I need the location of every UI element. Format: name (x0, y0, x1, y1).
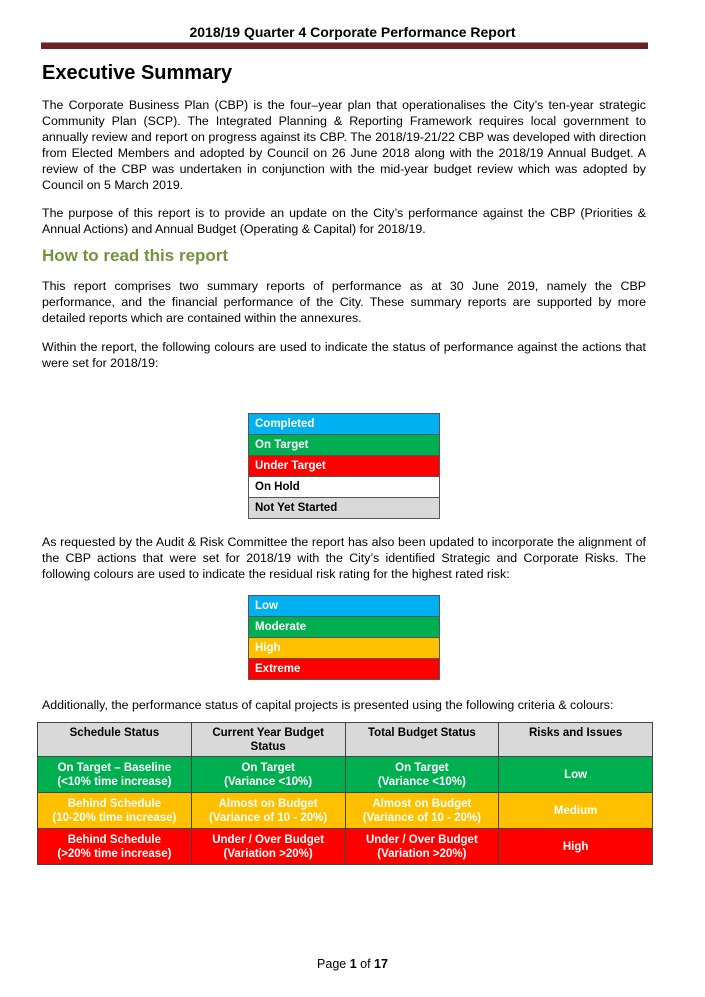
risk-legend-item-low: Low (249, 596, 439, 617)
cell-line: Almost on Budget (372, 797, 472, 810)
table-cell (345, 757, 499, 793)
risk-legend-item-high: High (249, 638, 439, 659)
current-page: 1 (349, 957, 357, 971)
status-legend-item-on-target: On Target (249, 435, 439, 456)
table-row (38, 757, 653, 793)
cell-line: Behind Schedule (67, 833, 162, 846)
cell-line: Behind Schedule (67, 797, 162, 810)
cell-line: On Target (241, 761, 295, 774)
table-cell (38, 793, 192, 829)
page-number (0, 957, 705, 971)
table-cell (345, 793, 499, 829)
header-total-budget-status: Total Budget Status (345, 723, 499, 757)
risk-alignment-paragraph: As requested by the Audit & Risk Committee the report has also been updated to incorporate the alignment of the CBP actions that were set for 2018/19 with the City’s identified Strategic and Corporate Risks. The following colours are used to indicate the residual risk rating for the highest rated risk: (42, 535, 646, 581)
table-cell (499, 829, 653, 865)
risk-legend-item-extreme: Extreme (249, 659, 439, 679)
status-legend-item-on-hold: On Hold (249, 477, 439, 498)
cell-line: Almost on Budget (218, 797, 318, 810)
risk-legend (248, 595, 440, 680)
cell-line: (Variance of 10 - 20%) (209, 811, 328, 824)
table-cell (345, 829, 499, 865)
cell-line: (Variance <10%) (377, 775, 466, 788)
table-cell (191, 793, 345, 829)
cell-line: (>20% time increase) (57, 847, 172, 860)
capital-projects-criteria-table (37, 722, 653, 865)
header-current-year-budget-status: Current Year Budget Status (191, 723, 345, 757)
page-prefix: Page (317, 957, 350, 971)
cell-line: (Variation >20%) (223, 847, 313, 860)
header-risks-and-issues: Risks and Issues (499, 723, 653, 757)
total-pages: 17 (374, 957, 388, 971)
cell-line: On Target – Baseline (57, 761, 172, 774)
table-cell (499, 793, 653, 829)
summary-reports-paragraph: This report comprises two summary reports of performance as at 30 June 2019, namely the CBP performance, and the financial performance of the City. These summary reports are supported by more detailed reports which are contained within the annexures. (42, 279, 646, 325)
how-to-read-heading: How to read this report (42, 246, 229, 265)
table-header-row (38, 723, 653, 757)
status-legend (248, 413, 440, 519)
report-header-title: 2018/19 Quarter 4 Corporate Performance Report (189, 24, 516, 40)
status-legend-item-under-target: Under Target (249, 456, 439, 477)
cell-line: On Target (395, 761, 449, 774)
table-cell (191, 829, 345, 865)
cell-line: Low (564, 768, 588, 781)
page-separator: of (356, 957, 375, 971)
header-divider (41, 42, 648, 49)
cell-line: Medium (553, 804, 598, 817)
cell-line: (10-20% time increase) (52, 811, 177, 824)
cell-line: (Variation >20%) (377, 847, 467, 860)
cell-line: Under / Over Budget (365, 833, 478, 846)
intro-paragraph: The Corporate Business Plan (CBP) is the four–year plan that operationalises the City’s ten-year strategic Community Plan (SCP). The Integrated Planning & Reporting Framework requires local government to annually review and report on progress against its CBP. The 2018/19-21/22 CBP was developed with direction from Elected Members and adopted by Council on 26 June 2018 along with the 2018/19 Annual Budget. A review of the CBP was undertaken in conjunction with the mid-year budget review which was adopted by Council on 5 March 2019. (42, 98, 646, 192)
cell-line: (Variance <10%) (224, 775, 313, 788)
table-row (38, 793, 653, 829)
cell-line: Under / Over Budget (212, 833, 325, 846)
table-cell (191, 757, 345, 793)
risk-legend-item-moderate: Moderate (249, 617, 439, 638)
table-row (38, 829, 653, 865)
table-cell (499, 757, 653, 793)
purpose-paragraph: The purpose of this report is to provide an update on the City’s performance against the CBP (Priorities & Annual Actions) and Annual Budget (Operating & Capital) for 2018/19. (42, 206, 646, 236)
cell-line: (Variance of 10 - 20%) (362, 811, 481, 824)
cell-line: High (562, 840, 589, 853)
status-legend-item-not-yet-started: Not Yet Started (249, 498, 439, 518)
table-cell (38, 829, 192, 865)
capital-projects-paragraph: Additionally, the performance status of capital projects is presented using the following criteria & colours: (42, 698, 614, 712)
executive-summary-heading: Executive Summary (42, 62, 233, 84)
status-colours-paragraph: Within the report, the following colours are used to indicate the status of performance against the actions that were set for 2018/19: (42, 340, 646, 370)
cell-line: (<10% time increase) (57, 775, 172, 788)
status-legend-item-completed: Completed (249, 414, 439, 435)
header-schedule-status: Schedule Status (38, 723, 192, 757)
table-cell (38, 757, 192, 793)
